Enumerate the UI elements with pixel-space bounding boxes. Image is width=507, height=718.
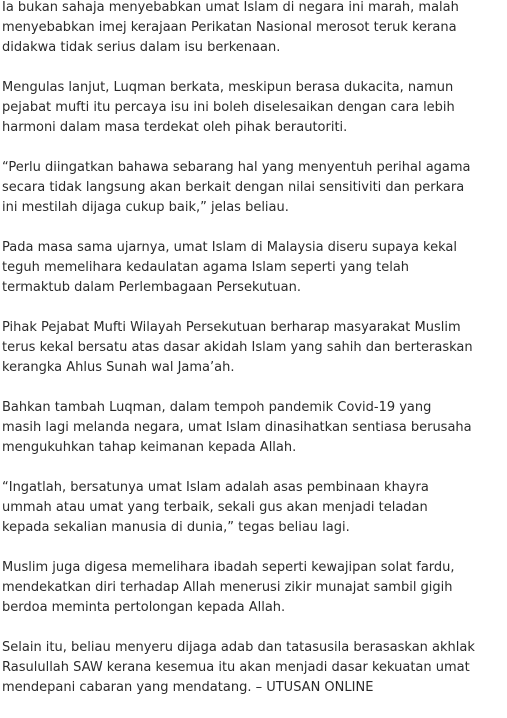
paragraph-line: Pihak Pejabat Mufti Wilayah Persekutuan berharap masyarakat Muslim — [2, 320, 461, 335]
paragraph-line: ummah atau umat yang terbaik, sekali gus akan menjadi teladan — [2, 500, 428, 515]
paragraph-9 — [2, 638, 505, 698]
paragraph-7 — [2, 478, 505, 538]
paragraph-line: masih lagi melanda negara, umat Islam dinasihatkan sentiasa berusaha — [2, 420, 472, 435]
paragraph-line: mendepani cabaran yang mendatang. – UTUSAN ONLINE — [2, 680, 374, 695]
paragraph-line: Muslim juga digesa memelihara ibadah seperti kewajipan solat fardu, — [2, 560, 455, 575]
paragraph-line: kerangka Ahlus Sunah wal Jama’ah. — [2, 360, 235, 375]
paragraph-line: ini mestilah dijaga cukup baik,” jelas beliau. — [2, 200, 289, 215]
paragraph-line: Ia bukan sahaja menyebabkan umat Islam di negara ini marah, malah — [2, 0, 459, 15]
article-body — [2, 0, 505, 718]
paragraph-3 — [2, 158, 505, 218]
paragraph-line: “Ingatlah, bersatunya umat Islam adalah asas pembinaan khayra — [2, 480, 429, 495]
paragraph-line: harmoni dalam masa terdekat oleh pihak berautoriti. — [2, 120, 348, 135]
paragraph-line: secara tidak langsung akan berkait dengan nilai sensitiviti dan perkara — [2, 180, 465, 195]
paragraph-4 — [2, 238, 505, 298]
paragraph-line: didakwa tidak serius dalam isu berkenaan. — [2, 40, 281, 55]
paragraph-8 — [2, 558, 505, 618]
paragraph-line: kepada sekalian manusia di dunia,” tegas beliau lagi. — [2, 520, 350, 535]
paragraph-line: mendekatkan diri terhadap Allah menerusi zikir munajat sambil gigih — [2, 580, 453, 595]
paragraph-line: mengukuhkan tahap keimanan kepada Allah. — [2, 440, 297, 455]
paragraph-line: termaktub dalam Perlembagaan Persekutuan. — [2, 280, 301, 295]
paragraph-line: Selain itu, beliau menyeru dijaga adab dan tatasusila berasaskan akhlak — [2, 640, 475, 655]
paragraph-line: Pada masa sama ujarnya, umat Islam di Malaysia diseru supaya kekal — [2, 240, 457, 255]
paragraph-line: berdoa meminta pertolongan kepada Allah. — [2, 600, 286, 615]
paragraph-line: menyebabkan imej kerajaan Perikatan Nasional merosot teruk kerana — [2, 20, 457, 35]
paragraph-2 — [2, 78, 505, 138]
paragraph-line: Mengulas lanjut, Luqman berkata, meskipun berasa dukacita, namun — [2, 80, 454, 95]
paragraph-line: terus kekal bersatu atas dasar akidah Islam yang sahih dan berteraskan — [2, 340, 473, 355]
paragraph-line: pejabat mufti itu percaya isu ini boleh diselesaikan dengan cara lebih — [2, 100, 455, 115]
paragraph-6 — [2, 398, 505, 458]
paragraph-line: “Perlu diingatkan bahawa sebarang hal yang menyentuh perihal agama — [2, 160, 471, 175]
paragraph-1 — [2, 0, 505, 58]
paragraph-line: Bahkan tambah Luqman, dalam tempoh pandemik Covid-19 yang — [2, 400, 432, 415]
paragraph-5 — [2, 318, 505, 378]
paragraph-line: teguh memelihara kedaulatan agama Islam seperti yang telah — [2, 260, 410, 275]
paragraph-line: Rasulullah SAW kerana kesemua itu akan menjadi dasar kekuatan umat — [2, 660, 470, 675]
